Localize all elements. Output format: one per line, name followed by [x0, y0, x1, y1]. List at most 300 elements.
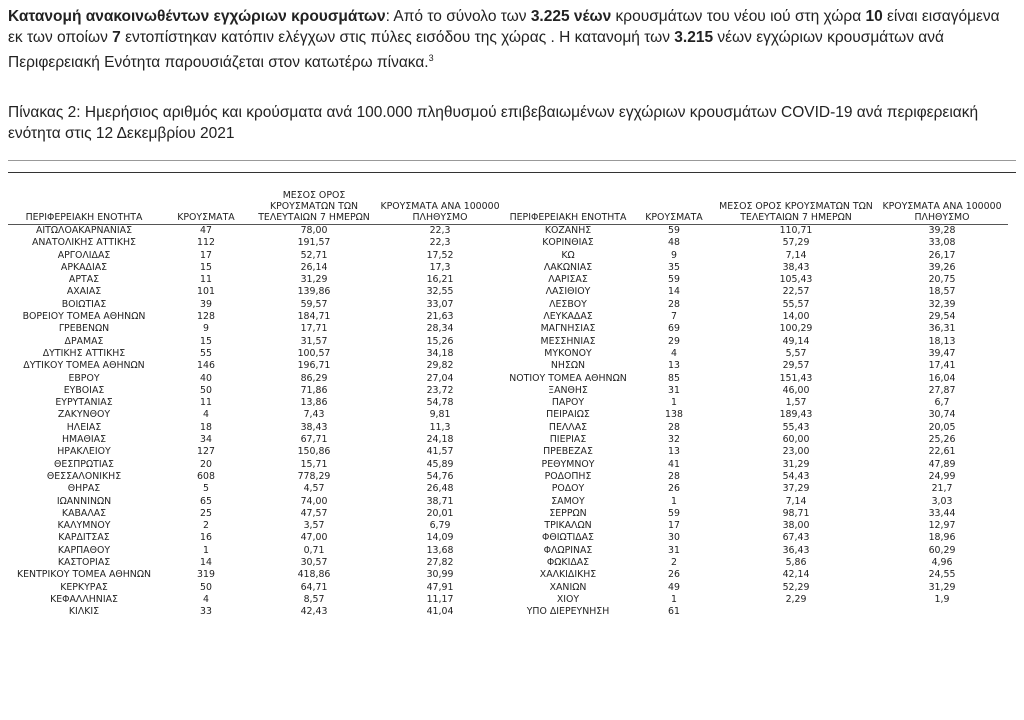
per100k-cell: 29,82	[426, 360, 454, 372]
avg7-cell: 78,00	[300, 225, 328, 236]
per100k-cell: 14,09	[426, 532, 454, 544]
per100k-cell: 21,63	[426, 311, 454, 323]
per100k-cell: 20,05	[928, 421, 956, 433]
region-cell: ΒΟΙΩΤΙΑΣ	[61, 298, 107, 310]
region-cell: ΥΠΟ ΔΙΕΡΕΥΝΗΣΗ	[526, 606, 610, 618]
table-row	[8, 606, 1008, 618]
avg7-cell: 55,43	[782, 421, 810, 433]
region-cell: ΜΥΚΟΝΟΥ	[544, 347, 592, 359]
table-row	[8, 459, 1008, 471]
region-cell: ΝΗΣΩΝ	[550, 360, 586, 372]
per100k-cell: 32,39	[928, 298, 956, 310]
cases-cell: 18	[200, 421, 212, 433]
per100k-cell: 38,71	[426, 495, 454, 507]
cases-cell: 85	[668, 372, 680, 384]
per100k-cell: 15,26	[426, 335, 454, 347]
per100k-cell: 47,89	[928, 458, 956, 470]
table-row	[8, 569, 1008, 581]
per100k-cell	[876, 606, 1008, 618]
header-cases: ΚΡΟΥΣΜΑΤΑ	[160, 190, 252, 225]
avg7-cell: 74,00	[300, 495, 328, 507]
cases-cell: 30	[668, 532, 680, 544]
avg7-cell: 54,43	[782, 470, 810, 482]
avg7-cell: 4,57	[303, 483, 325, 495]
cases-cell: 319	[197, 569, 215, 581]
cases-cell: 7	[671, 311, 677, 323]
cases-table	[8, 190, 1008, 619]
per100k-cell: 33,44	[928, 507, 956, 519]
region-cell: ΚΕΦΑΛΛΗΝΙΑΣ	[50, 593, 118, 605]
table-caption: Πίνακας 2: Ημερήσιος αριθμός και κρούσματα ανά 100.000 πληθυσμού επιβεβαιωμένων εγχώριων κρουσμάτων COVID-19 ανά περιφερειακή ενότητα στις 12 Δεκεμβρίου 2021	[8, 104, 979, 142]
per100k-cell: 27,87	[928, 384, 956, 396]
table-row	[8, 323, 1008, 335]
per100k-cell: 6,7	[934, 397, 950, 409]
avg7-cell: 5,57	[785, 347, 807, 359]
cases-cell: 128	[197, 311, 215, 323]
per100k-cell: 4,96	[931, 557, 953, 569]
avg7-cell: 778,29	[297, 470, 331, 482]
table-row	[8, 311, 1008, 323]
per100k-cell: 24,99	[928, 470, 956, 482]
avg7-cell: 23,00	[782, 446, 810, 458]
region-cell: ΣΕΡΡΩΝ	[549, 507, 587, 519]
avg7-cell: 31,29	[300, 274, 328, 286]
table-row	[8, 262, 1008, 274]
table-row	[8, 508, 1008, 520]
per100k-cell: 6,79	[429, 520, 451, 532]
table-row	[8, 286, 1008, 298]
per100k-cell: 30,74	[928, 409, 956, 421]
region-cell: ΦΩΚΙΔΑΣ	[546, 557, 590, 569]
per100k-cell: 33,08	[928, 237, 956, 249]
cases-cell: 138	[665, 409, 683, 421]
cases-cell: 39	[200, 298, 212, 310]
cases-cell: 49	[668, 581, 680, 593]
avg7-cell: 7,14	[785, 249, 807, 261]
header-avg7: ΜΕΣΟΣ ΟΡΟΣ ΚΡΟΥΣΜΑΤΩΝ ΤΩΝ ΤΕΛΕΥΤΑΙΩΝ 7 ΗΜΕΡΩΝ	[716, 190, 876, 225]
cases-cell: 13	[668, 360, 680, 372]
avg7-cell: 105,43	[779, 274, 813, 286]
per100k-cell: 60,29	[928, 544, 956, 556]
cases-cell: 127	[197, 446, 215, 458]
table-row	[8, 360, 1008, 372]
cases-cell: 2	[671, 557, 677, 569]
table-row	[8, 446, 1008, 458]
region-cell: ΔΥΤΙΚΗΣ ΑΤΤΙΚΗΣ	[42, 347, 126, 359]
cases-cell: 14	[200, 557, 212, 569]
region-cell: ΤΡΙΚΑΛΩΝ	[544, 520, 592, 532]
header-avg7: ΜΕΣΟΣ ΟΡΟΣ ΚΡΟΥΣΜΑΤΩΝ ΤΩΝ ΤΕΛΕΥΤΑΙΩΝ 7 ΗΜΕΡΩΝ	[252, 190, 376, 225]
per100k-cell: 36,31	[928, 323, 956, 335]
avg7-cell: 38,00	[782, 520, 810, 532]
avg7-cell: 59,57	[300, 298, 328, 310]
region-cell: ΘΕΣΣΑΛΟΝΙΚΗΣ	[46, 470, 122, 482]
table-row	[8, 409, 1008, 421]
region-cell: ΔΥΤΙΚΟΥ ΤΟΜΕΑ ΑΘΗΝΩΝ	[23, 360, 145, 372]
avg7-cell: 38,43	[300, 421, 328, 433]
per100k-cell: 18,96	[928, 532, 956, 544]
per100k-cell: 18,57	[928, 286, 956, 298]
avg7-cell: 31,57	[300, 335, 328, 347]
avg7-cell: 100,29	[779, 323, 813, 335]
region-cell: ΖΑΚΥΝΘΟΥ	[57, 409, 111, 421]
region-cell: ΛΑΣΙΘΙΟΥ	[545, 286, 591, 298]
avg7-cell: 57,29	[782, 237, 810, 249]
cases-cell: 47	[200, 225, 212, 236]
region-cell: ΛΑΡΙΣΑΣ	[548, 274, 588, 286]
avg7-cell: 52,29	[782, 581, 810, 593]
region-cell: ΒΟΡΕΙΟΥ ΤΟΜΕΑ ΑΘΗΝΩΝ	[22, 311, 146, 323]
avg7-cell: 7,43	[303, 409, 325, 421]
per100k-cell: 39,26	[928, 261, 956, 273]
per100k-cell: 47,91	[426, 581, 454, 593]
region-cell: ΚΟΖΑΝΗΣ	[544, 225, 592, 236]
avg7-cell: 38,43	[782, 261, 810, 273]
region-cell: ΑΡΤΑΣ	[68, 274, 100, 286]
region-cell: ΠΕΙΡΑΙΩΣ	[546, 409, 590, 421]
region-cell: ΠΑΡΟΥ	[551, 397, 585, 409]
cases-cell: 34	[200, 434, 212, 446]
cases-cell: 14	[668, 286, 680, 298]
region-cell: ΗΛΕΙΑΣ	[66, 421, 102, 433]
per100k-cell: 22,61	[928, 446, 956, 458]
avg7-cell: 110,71	[779, 225, 813, 236]
avg7-cell: 150,86	[297, 446, 331, 458]
intro-text-4: εντοπίστηκαν κατόπιν ελέγχων στις πύλες εισόδου της χώρας . Η κατανομή των	[120, 29, 675, 46]
table-row	[8, 237, 1008, 249]
cases-cell: 31	[668, 384, 680, 396]
cases-cell: 1	[671, 593, 677, 605]
per100k-cell: 26,17	[928, 249, 956, 261]
per100k-cell: 20,01	[426, 507, 454, 519]
table-body	[8, 225, 1008, 619]
region-cell: ΚΙΛΚΙΣ	[68, 606, 100, 618]
cases-cell: 28	[668, 298, 680, 310]
region-cell: ΛΕΣΒΟΥ	[549, 298, 587, 310]
cases-cell: 33	[200, 606, 212, 618]
table-row	[8, 557, 1008, 569]
intro-heading: Κατανομή ανακοινωθέντων εγχώριων κρουσμάτων	[8, 8, 386, 25]
intro-total-new: 3.225 νέων	[530, 8, 612, 25]
table-row	[8, 336, 1008, 348]
avg7-cell: 47,57	[300, 507, 328, 519]
per100k-cell: 17,52	[426, 249, 454, 261]
avg7-cell: 31,29	[782, 458, 810, 470]
region-cell: ΛΕΥΚΑΔΑΣ	[543, 311, 593, 323]
cases-cell: 59	[668, 225, 680, 236]
cases-cell: 11	[200, 397, 212, 409]
cases-cell: 26	[668, 569, 680, 581]
avg7-cell: 8,57	[303, 593, 325, 605]
per100k-cell: 39,28	[928, 225, 956, 236]
header-region: ΠΕΡΙΦΕΡΕΙΑΚΗ ΕΝΟΤΗΤΑ	[8, 190, 160, 225]
cases-cell: 4	[203, 593, 209, 605]
per100k-cell: 16,04	[928, 372, 956, 384]
per100k-cell: 31,29	[928, 581, 956, 593]
cases-cell: 9	[203, 323, 209, 335]
region-cell: ΕΥΒΟΙΑΣ	[63, 384, 105, 396]
avg7-cell: 60,00	[782, 434, 810, 446]
cases-cell: 26	[668, 483, 680, 495]
per100k-cell: 54,76	[426, 470, 454, 482]
region-cell: ΦΛΩΡΙΝΑΣ	[543, 544, 593, 556]
region-cell: ΑΝΑΤΟΛΙΚΗΣ ΑΤΤΙΚΗΣ	[32, 237, 136, 249]
region-cell: ΘΗΡΑΣ	[67, 483, 101, 495]
avg7-cell: 14,00	[782, 311, 810, 323]
header-cases: ΚΡΟΥΣΜΑΤΑ	[632, 190, 716, 225]
region-cell: ΙΩΑΝΝΙΝΩΝ	[56, 495, 112, 507]
cases-cell: 35	[668, 261, 680, 273]
per100k-cell: 20,75	[928, 274, 956, 286]
per100k-cell: 21,7	[931, 483, 953, 495]
per100k-cell: 34,18	[426, 347, 454, 359]
avg7-cell: 139,86	[297, 286, 331, 298]
table-row	[8, 274, 1008, 286]
region-cell: ΜΑΓΝΗΣΙΑΣ	[540, 323, 596, 335]
region-cell: ΕΥΡΥΤΑΝΙΑΣ	[55, 397, 113, 409]
avg7-cell: 30,57	[300, 557, 328, 569]
region-cell: ΞΑΝΘΗΣ	[548, 384, 588, 396]
region-cell: ΔΡΑΜΑΣ	[64, 335, 104, 347]
table-row	[8, 545, 1008, 557]
region-cell: ΘΕΣΠΡΩΤΙΑΣ	[54, 458, 114, 470]
intro-gate-count: 7	[112, 29, 121, 46]
avg7-cell: 47,00	[300, 532, 328, 544]
avg7-cell: 64,71	[300, 581, 328, 593]
avg7-cell: 46,00	[782, 384, 810, 396]
region-cell: ΡΟΔΟΠΗΣ	[544, 470, 592, 482]
region-cell: ΧΑΝΙΩΝ	[549, 581, 587, 593]
cases-cell: 41	[668, 458, 680, 470]
intro-imported-count: 10	[865, 8, 883, 25]
avg7-cell: 151,43	[779, 372, 813, 384]
avg7-cell: 98,71	[782, 507, 810, 519]
region-cell: ΝΟΤΙΟΥ ΤΟΜΕΑ ΑΘΗΝΩΝ	[509, 372, 627, 384]
per100k-cell: 22,3	[429, 225, 451, 236]
region-cell: ΠΙΕΡΙΑΣ	[549, 434, 587, 446]
avg7-cell: 86,29	[300, 372, 328, 384]
region-cell: ΡΟΔΟΥ	[551, 483, 585, 495]
cases-cell: 40	[200, 372, 212, 384]
avg7-cell: 22,57	[782, 286, 810, 298]
table-row	[8, 483, 1008, 495]
table-header-row	[8, 190, 1008, 225]
region-cell: ΕΒΡΟΥ	[68, 372, 100, 384]
region-cell: ΚΑΡΔΙΤΣΑΣ	[58, 532, 110, 544]
table-row	[8, 434, 1008, 446]
cases-cell: 2	[203, 520, 209, 532]
region-cell: ΚΑΣΤΟΡΙΑΣ	[57, 557, 111, 569]
avg7-cell: 2,29	[785, 593, 807, 605]
cases-cell: 59	[668, 507, 680, 519]
per100k-cell: 11,17	[426, 593, 454, 605]
cases-cell: 25	[200, 507, 212, 519]
cases-cell: 28	[668, 421, 680, 433]
per100k-cell: 22,3	[429, 237, 451, 249]
per100k-cell: 30,99	[426, 569, 454, 581]
header-per100k: ΚΡΟΥΣΜΑΤΑ ΑΝΑ 100000 ΠΛΗΘΥΣΜΟ	[876, 190, 1008, 225]
region-cell: ΣΑΜΟΥ	[551, 495, 585, 507]
cases-cell: 15	[200, 261, 212, 273]
cases-cell: 29	[668, 335, 680, 347]
per100k-cell: 39,47	[928, 347, 956, 359]
table-row	[8, 594, 1008, 606]
avg7-cell	[716, 606, 876, 618]
cases-cell: 50	[200, 581, 212, 593]
per100k-cell: 27,04	[426, 372, 454, 384]
cases-cell: 112	[197, 237, 215, 249]
region-cell: ΑΙΤΩΛΟΑΚΑΡΝΑΝΙΑΣ	[35, 225, 133, 236]
cases-cell: 101	[197, 286, 215, 298]
cases-cell: 55	[200, 347, 212, 359]
per100k-cell: 16,21	[426, 274, 454, 286]
avg7-cell: 191,57	[297, 237, 331, 249]
cases-cell: 1	[671, 495, 677, 507]
table-row	[8, 250, 1008, 262]
region-cell: ΚΟΡΙΝΘΙΑΣ	[542, 237, 594, 249]
cases-cell: 17	[668, 520, 680, 532]
cases-cell: 50	[200, 384, 212, 396]
table-row	[8, 520, 1008, 532]
table-row	[8, 299, 1008, 311]
avg7-cell: 49,14	[782, 335, 810, 347]
intro-domestic-count: 3.215	[674, 29, 714, 46]
per100k-cell: 28,34	[426, 323, 454, 335]
intro-text-1: : Από το σύνολο των	[385, 8, 531, 25]
intro-text-3: είναι εισαγόμενα εκ των οποίων	[8, 8, 1000, 46]
per100k-cell: 11,3	[429, 421, 451, 433]
region-cell: ΠΡΕΒΕΖΑΣ	[543, 446, 593, 458]
avg7-cell: 196,71	[297, 360, 331, 372]
per100k-cell: 32,55	[426, 286, 454, 298]
cases-cell: 146	[197, 360, 215, 372]
per100k-cell: 41,04	[426, 606, 454, 618]
region-cell: ΚΑΡΠΑΘΟΥ	[57, 544, 111, 556]
per100k-cell: 45,89	[426, 458, 454, 470]
region-cell: ΚΩ	[561, 249, 575, 261]
region-cell: ΓΡΕΒΕΝΩΝ	[58, 323, 110, 335]
cases-cell: 59	[668, 274, 680, 286]
avg7-cell: 42,14	[782, 569, 810, 581]
avg7-cell: 67,71	[300, 434, 328, 446]
per100k-cell: 27,82	[426, 557, 454, 569]
region-cell: ΑΡΚΑΔΙΑΣ	[60, 261, 108, 273]
avg7-cell: 52,71	[300, 249, 328, 261]
cases-cell: 4	[671, 347, 677, 359]
region-cell: ΧΑΛΚΙΔΙΚΗΣ	[539, 569, 597, 581]
per100k-cell: 17,3	[429, 261, 451, 273]
intro-text-2: κρουσμάτων του νέου ιού στη χώρα	[611, 8, 866, 25]
avg7-cell: 71,86	[300, 384, 328, 396]
region-cell: ΚΑΒΑΛΑΣ	[61, 507, 107, 519]
intro-text-5: νέων εγχώριων κρουσμάτων ανά Περιφερειακή Ενότητα παρουσιάζεται στον κατωτέρω πίνακα.	[8, 29, 944, 72]
region-cell: ΗΜΑΘΙΑΣ	[61, 434, 107, 446]
cases-cell: 5	[203, 483, 209, 495]
avg7-cell: 7,14	[785, 495, 807, 507]
cases-cell: 13	[668, 446, 680, 458]
table-row	[8, 385, 1008, 397]
cases-cell: 28	[668, 470, 680, 482]
per100k-cell: 24,55	[928, 569, 956, 581]
cases-cell: 1	[671, 397, 677, 409]
per100k-cell: 18,13	[928, 335, 956, 347]
cases-cell: 1	[203, 544, 209, 556]
region-cell: ΑΧΑΪΑΣ	[66, 286, 102, 298]
divider-top	[8, 160, 1016, 161]
region-cell: ΡΕΘΥΜΝΟΥ	[541, 458, 595, 470]
avg7-cell: 15,71	[300, 458, 328, 470]
table-row	[8, 532, 1008, 544]
table-row	[8, 582, 1008, 594]
intro-paragraph	[8, 6, 1016, 73]
avg7-cell: 5,86	[785, 557, 807, 569]
per100k-cell: 29,54	[928, 311, 956, 323]
cases-cell: 31	[668, 544, 680, 556]
per100k-cell: 23,72	[426, 384, 454, 396]
region-cell: ΛΑΚΩΝΙΑΣ	[543, 261, 593, 273]
cases-cell: 69	[668, 323, 680, 335]
cases-cell: 11	[200, 274, 212, 286]
table-row	[8, 471, 1008, 483]
per100k-cell: 1,9	[934, 593, 950, 605]
footnote-marker: 3	[428, 53, 434, 63]
avg7-cell: 100,57	[297, 347, 331, 359]
avg7-cell: 29,57	[782, 360, 810, 372]
region-cell: ΦΘΙΩΤΙΔΑΣ	[542, 532, 594, 544]
per100k-cell: 25,26	[928, 434, 956, 446]
cases-cell: 4	[203, 409, 209, 421]
avg7-cell: 17,71	[300, 323, 328, 335]
region-cell: ΚΕΡΚΥΡΑΣ	[60, 581, 108, 593]
avg7-cell: 67,43	[782, 532, 810, 544]
region-cell: ΧΙΟΥ	[556, 593, 580, 605]
avg7-cell: 0,71	[303, 544, 325, 556]
region-cell: ΑΡΓΟΛΙΔΑΣ	[57, 249, 111, 261]
cases-cell: 15	[200, 335, 212, 347]
per100k-cell: 3,03	[931, 495, 953, 507]
per100k-cell: 41,57	[426, 446, 454, 458]
per100k-cell: 13,68	[426, 544, 454, 556]
table-row	[8, 397, 1008, 409]
avg7-cell: 42,43	[300, 606, 328, 618]
region-cell: ΚΑΛΥΜΝΟΥ	[57, 520, 111, 532]
avg7-cell: 36,43	[782, 544, 810, 556]
avg7-cell: 184,71	[297, 311, 331, 323]
cases-cell: 17	[200, 249, 212, 261]
cases-cell: 48	[668, 237, 680, 249]
avg7-cell: 189,43	[779, 409, 813, 421]
cases-cell: 16	[200, 532, 212, 544]
header-region: ΠΕΡΙΦΕΡΕΙΑΚΗ ΕΝΟΤΗΤΑ	[504, 190, 632, 225]
table-row	[8, 373, 1008, 385]
avg7-cell: 37,29	[782, 483, 810, 495]
cases-cell: 9	[671, 249, 677, 261]
per100k-cell: 26,48	[426, 483, 454, 495]
cases-cell: 65	[200, 495, 212, 507]
per100k-cell: 33,07	[426, 298, 454, 310]
region-cell: ΠΕΛΛΑΣ	[548, 421, 588, 433]
cases-cell: 20	[200, 458, 212, 470]
header-per100k: ΚΡΟΥΣΜΑΤΑ ΑΝΑ 100000 ΠΛΗΘΥΣΜΟ	[376, 190, 504, 225]
divider-table-top	[8, 172, 1016, 173]
region-cell: ΚΕΝΤΡΙΚΟΥ ΤΟΜΕΑ ΑΘΗΝΩΝ	[16, 569, 151, 581]
avg7-cell: 418,86	[297, 569, 331, 581]
table-row	[8, 348, 1008, 360]
table-row	[8, 422, 1008, 434]
table-row	[8, 496, 1008, 508]
per100k-cell: 9,81	[429, 409, 451, 421]
avg7-cell: 3,57	[303, 520, 325, 532]
